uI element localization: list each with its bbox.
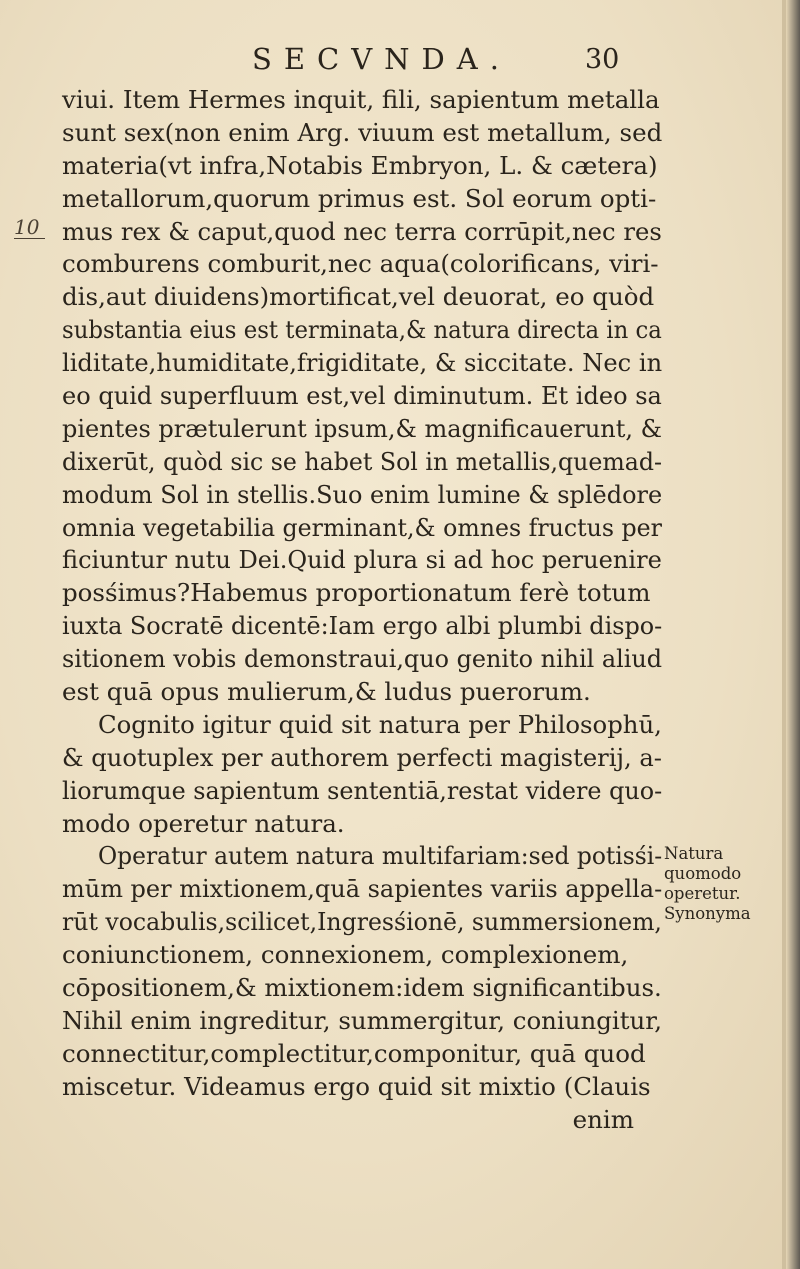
text-lines: [62, 84, 662, 1104]
manuscript-annotation: 10: [14, 218, 45, 239]
text-line: est quā opus mulierum,& ludus puerorum.: [62, 677, 591, 707]
margin-note-line: operetur.: [664, 884, 741, 903]
text-line: omnia vegetabilia germinant,& omnes fructus per: [62, 512, 662, 542]
catchword: [62, 1104, 662, 1137]
text-line: mus rex & caput,quod nec terra corrūpit,nec res: [62, 216, 662, 246]
text-line: miscetur. Videamus ergo quid sit mixtio (Clauis: [62, 1071, 651, 1101]
margin-note-line: Synonyma: [664, 904, 751, 923]
text-line: liorumque sapientum sententiā,restat videre quo-: [62, 775, 663, 805]
text-line: rūt vocabulis,scilicet,Ingresśionē, summersionem,: [62, 907, 662, 937]
text-line: liditate,humiditate,frigiditate, & siccitate. Nec in: [62, 348, 663, 378]
margin-note-line: Natura: [664, 844, 724, 863]
text-line: metallorum,quorum primus est. Sol eorum opti-: [62, 183, 657, 213]
text-line: Cognito igitur quid sit natura per Philosophū,: [98, 709, 662, 739]
text-line: mūm per mixtionem,quā sapientes variis appella-: [62, 874, 663, 904]
text-line: coniunctionem, connexionem, complexionem,: [62, 940, 629, 970]
text-line: modo operetur natura.: [62, 808, 345, 838]
running-head-title: SECVNDA.: [252, 42, 511, 76]
margin-note-line: quomodo: [664, 864, 742, 883]
page-number: 30: [585, 44, 620, 75]
text-line: dixerūt, quòd sic se habet Sol in metallis,quemad-: [62, 446, 663, 476]
marginal-notes: [664, 845, 784, 925]
text-line: iuxta Socratē dicentē:Iam ergo albi plumbi dispo-: [62, 611, 663, 641]
text-line: Nihil enim ingreditur, summergitur, coniungitur,: [62, 1005, 663, 1035]
text-line: materia(vt infra,Notabis Embryon, L. & cætera): [62, 150, 658, 180]
text-line: connectitur,complectitur,componitur, quā quod: [62, 1038, 646, 1068]
text-line: substantia eius est terminata,& natura directa in ca: [62, 315, 662, 345]
text-line: pientes prætulerunt ipsum,& magnificauerunt, &: [62, 413, 662, 443]
text-line: modum Sol in stellis.Suo enim lumine & splēdore: [62, 479, 663, 509]
text-line: sitionem vobis demonstraui,quo genito nihil aliud: [62, 644, 663, 674]
text-line: viui. Item Hermes inquit, fili, sapientum metalla: [62, 85, 660, 114]
running-head: [0, 42, 800, 86]
main-text-block: [62, 84, 662, 1137]
text-line: cōpositionem,& mixtionem:idem significantibus.: [62, 973, 662, 1003]
text-line: ficiuntur nutu Dei.Quid plura si ad hoc peruenire: [62, 545, 662, 575]
text-line: comburens comburit,nec aqua(colorificans, viri-: [62, 249, 659, 279]
catchword-text: enim: [572, 1104, 634, 1134]
text-line: eo quid superfluum est,vel diminutum. Et ideo sa: [62, 381, 662, 411]
text-line: Operatur autem natura multifariam:sed potisśi-: [98, 841, 663, 871]
text-line: posśimus?Habemus proportionatum ferè totum: [62, 578, 651, 608]
text-line: sunt sex(non enim Arg. viuum est metallum, sed: [62, 117, 663, 147]
text-line: dis,aut diuidens)mortificat,vel deuorat, eo quòd: [62, 282, 655, 312]
text-line: & quotuplex per authorem perfecti magisterij, a-: [62, 742, 662, 772]
page-edge: [786, 0, 800, 1269]
